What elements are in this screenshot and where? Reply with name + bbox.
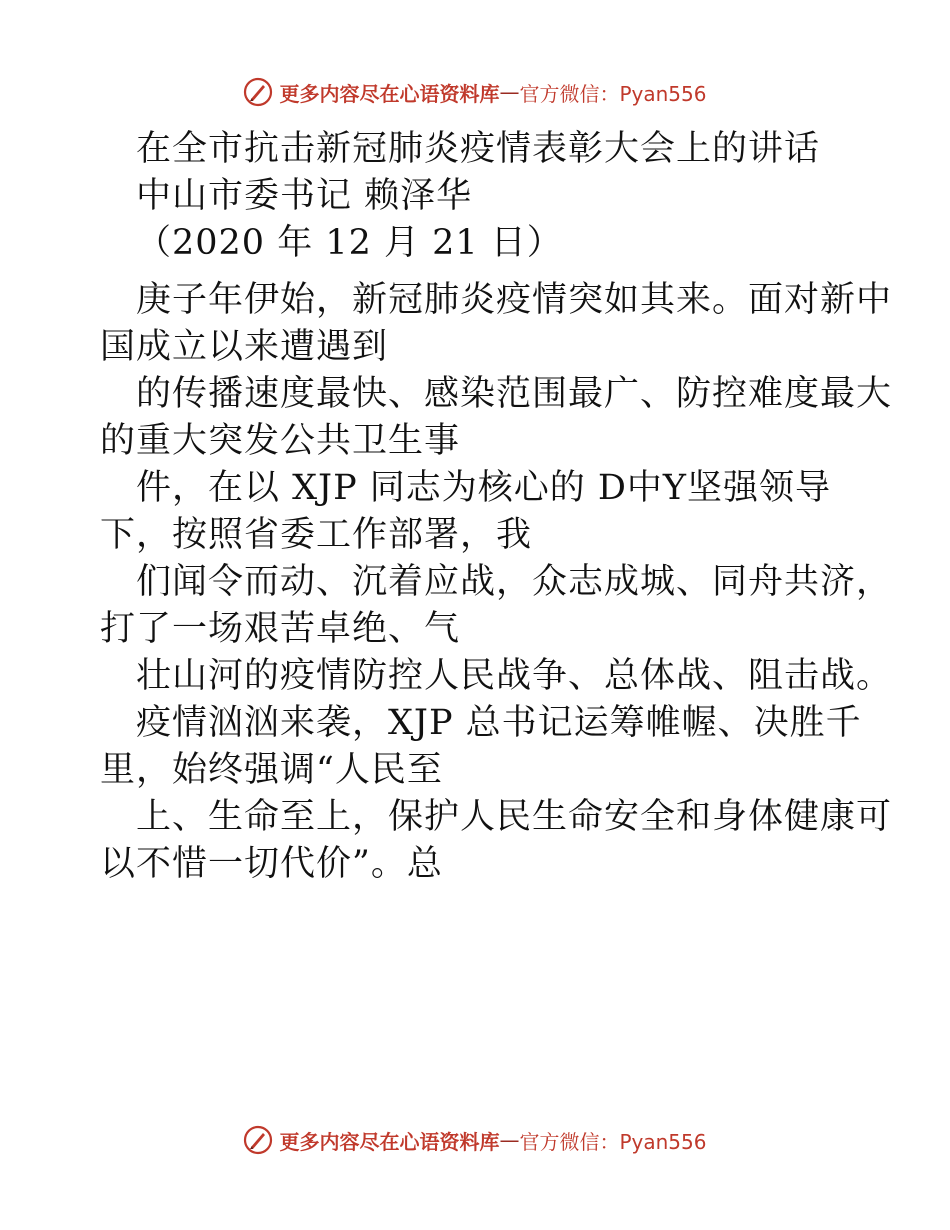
- banner-wechat: 官方微信：Pyan556: [519, 1129, 707, 1154]
- body-line: 们闻令而动、沉着应战，众志成城、同舟共济，: [136, 562, 893, 602]
- document-body: [100, 126, 893, 888]
- body-line: 的重大突发公共卫生事: [100, 421, 461, 461]
- banner-brand: 更多内容尽在心语资料库: [279, 81, 500, 106]
- body-line: 壮山河的疫情防控人民战争、总体战、阻击战。: [136, 656, 893, 696]
- body-line: 打了一场艰苦卓绝、气: [100, 609, 461, 649]
- body-line: 下，按照省委工作部署，我: [100, 515, 533, 555]
- banner-brand: 更多内容尽在心语资料库: [279, 1129, 500, 1154]
- date-line: （2020 年 12 月 21 日）: [136, 223, 563, 263]
- body-line: 以不惜一切代价”。总: [100, 844, 443, 884]
- quill-pen-logo-icon: [243, 1125, 273, 1155]
- body-line: 里，始终强调“人民至: [100, 750, 443, 790]
- speech-title: 在全市抗击新冠肺炎疫情表彰大会上的讲话: [136, 129, 821, 169]
- banner-dash: —: [499, 80, 520, 104]
- banner-dash: —: [499, 1128, 520, 1152]
- footer-banner: [0, 1120, 950, 1160]
- body-line: 疫情汹汹来袭，XJP 总书记运筹帷幄、决胜千: [136, 703, 862, 743]
- banner-wechat: 官方微信：Pyan556: [519, 81, 707, 106]
- speaker-line: 中山市委书记 赖泽华: [136, 176, 473, 216]
- body-line: 庚子年伊始，新冠肺炎疫情突如其来。面对新中: [136, 280, 893, 320]
- body-line: 的传播速度最快、感染范围最广、防控难度最大: [136, 374, 893, 414]
- body-line: 国成立以来遭遇到: [100, 327, 389, 367]
- body-line: 件，在以 XJP 同志为核心的 D中Y坚强领导: [136, 468, 832, 508]
- quill-pen-logo-icon: [243, 77, 273, 107]
- header-banner: [0, 72, 950, 112]
- body-line: 上、生命至上，保护人民生命安全和身体健康可: [136, 797, 893, 837]
